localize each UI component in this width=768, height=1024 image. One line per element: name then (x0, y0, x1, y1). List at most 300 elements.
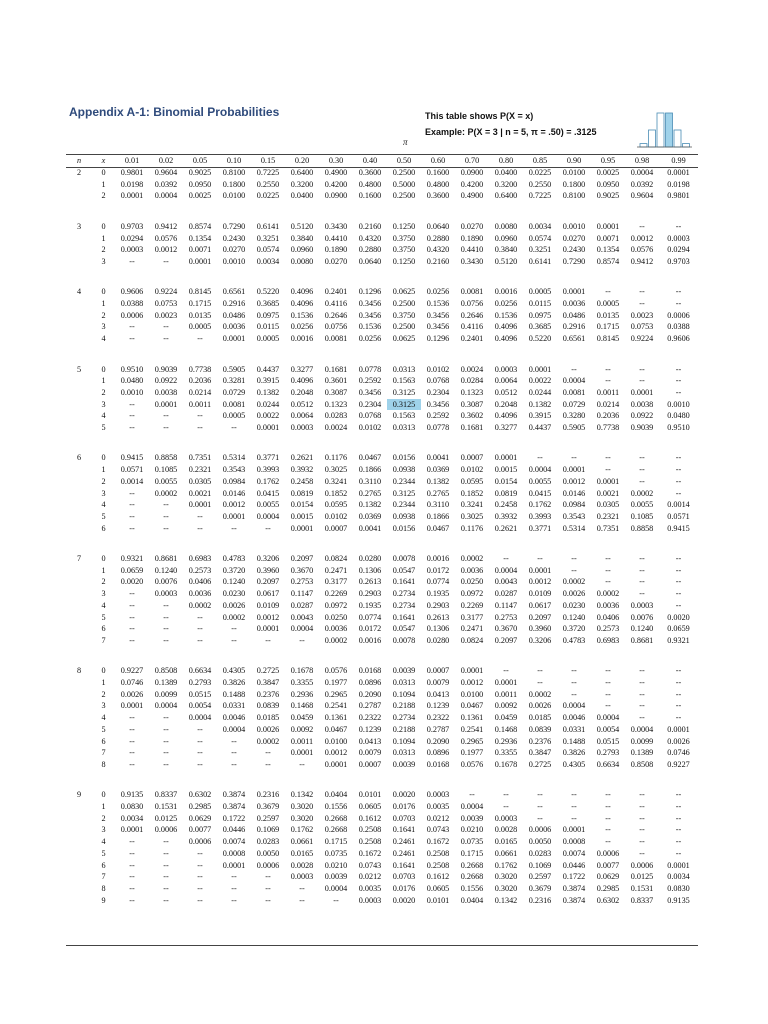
probability-cell: 0.0011 (494, 689, 518, 699)
row-x-value: 1 (101, 565, 106, 575)
probability-cell: 0.0165 (494, 837, 518, 847)
probability-cell: 0.1382 (426, 476, 450, 486)
probability-cell: 0.0016 (426, 554, 450, 564)
probability-cell: 0.1389 (630, 748, 654, 758)
probability-cell: 0.0172 (426, 565, 450, 575)
probability-cell: 0.0001 (667, 724, 690, 734)
probability-cell: 0.0100 (460, 689, 484, 699)
probability-cell: -- (163, 748, 169, 758)
probability-cell: 0.0001 (494, 453, 518, 463)
probability-cell: 0.0210 (324, 860, 348, 870)
probability-cell: 0.0041 (358, 523, 382, 533)
probability-cell: 0.0210 (460, 825, 484, 835)
row-n-value (66, 813, 92, 825)
probability-cell: 0.1240 (154, 565, 178, 575)
probability-cell: 0.0154 (494, 476, 518, 486)
probability-cell: 0.0034 (528, 221, 552, 231)
probability-cell: 0.0404 (460, 895, 484, 905)
probability-cell: 0.5120 (494, 256, 518, 266)
probability-cell: 0.7738 (596, 423, 620, 433)
probability-cell: 0.9227 (120, 666, 144, 676)
probability-cell: -- (537, 453, 543, 463)
example-distribution-thumbnail (630, 103, 702, 151)
probability-cell: 0.0400 (290, 191, 314, 201)
probability-cell: 0.0659 (120, 565, 144, 575)
probability-cell: 0.0975 (528, 310, 552, 320)
probability-cell: 0.0055 (528, 476, 552, 486)
probability-cell: 0.0038 (154, 387, 178, 397)
probability-cell: -- (265, 872, 271, 882)
probability-cell: 0.9135 (120, 790, 144, 800)
probability-cell: 0.2097 (256, 577, 280, 587)
probability-cell: -- (605, 813, 611, 823)
probability-cell: 0.1250 (392, 256, 416, 266)
probability-cell: 0.0002 (562, 577, 586, 587)
probability-cell: 0.2097 (528, 612, 552, 622)
probability-cell: 0.2936 (494, 736, 518, 746)
probability-cell: 0.0034 (120, 813, 144, 823)
probability-cell: 0.0595 (460, 476, 484, 486)
probability-cell: 0.3241 (460, 500, 484, 510)
probability-cell: 0.2597 (256, 813, 280, 823)
probability-cell: 0.3125 (387, 399, 421, 411)
table-row (66, 813, 698, 825)
probability-cell: 0.2621 (290, 453, 314, 463)
probability-cell: 0.0001 (222, 511, 246, 521)
probability-cell: 0.0081 (324, 334, 348, 344)
row-n-value (66, 635, 92, 647)
probability-cell: 0.0026 (667, 736, 690, 746)
probability-cell: 0.0064 (494, 376, 518, 386)
probability-cell: 0.0092 (494, 701, 518, 711)
probability-cell: -- (571, 689, 577, 699)
probability-cell: 0.3241 (324, 476, 348, 486)
probability-cell: 0.2500 (392, 322, 416, 332)
probability-cell: 0.0025 (188, 191, 212, 201)
row-x-value: 7 (101, 748, 106, 758)
probability-cell: 0.0244 (528, 387, 552, 397)
probability-cell: 0.0071 (188, 245, 212, 255)
probability-cell: 0.1240 (630, 624, 654, 634)
probability-cell: 0.0102 (324, 511, 348, 521)
probability-cell: -- (231, 736, 237, 746)
row-x-value: 5 (101, 724, 106, 734)
table-row (66, 871, 698, 883)
column-header-pi: 0.70 (464, 156, 480, 165)
row-x-value: 3 (101, 322, 106, 332)
probability-cell: 0.1715 (324, 837, 348, 847)
probability-cell: 0.0081 (562, 387, 586, 397)
probability-cell: 0.0008 (222, 848, 246, 858)
probability-cell: 0.8337 (630, 895, 654, 905)
probability-cell: -- (163, 523, 169, 533)
probability-cell: 0.3025 (460, 511, 484, 521)
probability-cell: 0.2541 (460, 724, 484, 734)
probability-cell: 0.2322 (426, 713, 450, 723)
probability-cell: -- (231, 748, 237, 758)
column-header-pi: 0.98 (634, 156, 650, 165)
table-row (66, 167, 698, 179)
probability-cell: 0.1536 (494, 310, 518, 320)
probability-cell: 0.1977 (324, 678, 348, 688)
probability-cell: 0.0001 (290, 748, 314, 758)
probability-cell: 0.3020 (494, 883, 518, 893)
probability-cell: 0.1715 (188, 299, 212, 308)
probability-cell: 0.0004 (630, 168, 654, 177)
probability-cell: 0.9039 (630, 423, 654, 433)
probability-cell: -- (639, 790, 645, 800)
probability-cell: 0.0135 (596, 310, 620, 320)
probability-cell: -- (571, 678, 577, 688)
probability-cell: 0.0576 (630, 245, 654, 255)
probability-cell: -- (503, 666, 509, 676)
probability-cell: -- (675, 299, 682, 308)
table-row (66, 665, 698, 677)
probability-cell: -- (537, 813, 543, 823)
probability-cell: 0.6561 (222, 287, 246, 297)
probability-cell: 0.0064 (290, 411, 314, 421)
probability-cell: 0.0896 (358, 678, 382, 688)
probability-cell: -- (129, 848, 135, 858)
probability-cell: 0.7290 (222, 221, 246, 231)
probability-cell: 0.0467 (460, 701, 484, 711)
probability-cell: 0.2508 (358, 837, 382, 847)
probability-cell: 0.0002 (154, 488, 178, 498)
probability-cell: -- (537, 666, 543, 676)
probability-cell: 0.0036 (222, 322, 246, 332)
probability-cell: 0.0076 (630, 612, 654, 622)
probability-cell: 0.2430 (562, 245, 586, 255)
probability-cell: 0.1240 (562, 612, 586, 622)
probability-cell: 0.0043 (290, 612, 314, 622)
table-row (66, 399, 698, 411)
probability-cell: -- (265, 523, 271, 533)
probability-cell: -- (639, 376, 645, 386)
probability-cell: -- (537, 554, 543, 564)
probability-cell: 0.0001 (154, 399, 178, 409)
row-n-value (66, 689, 92, 701)
probability-cell: 0.2304 (358, 399, 382, 409)
probability-cell: 0.0388 (667, 322, 690, 332)
probability-cell: 0.0406 (596, 612, 620, 622)
table-row (66, 190, 698, 202)
probability-cell: 0.2471 (460, 624, 484, 634)
probability-cell: 0.0001 (494, 678, 518, 688)
row-x-value: 6 (101, 624, 106, 634)
probability-cell: 0.6141 (256, 221, 280, 231)
probability-cell: 0.1641 (392, 612, 416, 622)
probability-cell: 0.0001 (562, 287, 586, 297)
probability-cell: 0.0280 (426, 635, 450, 645)
probability-cell: 0.0007 (460, 453, 484, 463)
probability-cell: 0.0515 (188, 689, 212, 699)
probability-cell: 0.0020 (120, 577, 144, 587)
probability-cell: -- (639, 701, 645, 711)
probability-cell: -- (675, 589, 682, 599)
probability-cell: 0.0185 (528, 713, 552, 723)
probability-cell: 0.0006 (528, 825, 552, 835)
probability-cell: 0.0036 (324, 624, 348, 634)
probability-cell: 0.0467 (358, 453, 382, 463)
probability-cell: 0.0003 (494, 364, 518, 374)
probability-cell: 0.9025 (596, 191, 620, 201)
probability-cell: 0.3750 (392, 310, 416, 320)
probability-cell: 0.9510 (667, 423, 690, 433)
probability-cell: -- (675, 813, 682, 823)
probability-cell: -- (675, 565, 682, 575)
row-n-value (66, 244, 92, 256)
probability-cell: -- (675, 701, 682, 711)
probability-cell: 0.1563 (392, 376, 416, 386)
row-n-value (66, 190, 92, 202)
probability-cell: -- (605, 802, 611, 812)
probability-cell: -- (163, 848, 169, 858)
table-row (66, 488, 698, 500)
probability-cell: 0.0001 (562, 825, 586, 835)
probability-cell: 0.0102 (426, 364, 450, 374)
probability-cell: 0.0576 (154, 233, 178, 243)
probability-cell: -- (129, 256, 135, 266)
probability-cell: 0.0016 (358, 635, 382, 645)
row-n-value (66, 836, 92, 848)
probability-cell: 0.0729 (562, 399, 586, 409)
probability-cell: -- (129, 600, 135, 610)
probability-cell: -- (129, 624, 135, 634)
probability-cell: 0.2725 (528, 759, 552, 769)
probability-cell: 0.0480 (120, 376, 144, 386)
probability-cell: 0.0081 (222, 399, 246, 409)
probability-cell: 0.0003 (667, 233, 690, 243)
probability-cell: 0.0010 (667, 399, 690, 409)
probability-cell: -- (571, 364, 577, 374)
probability-cell: -- (503, 802, 509, 812)
row-n-value (66, 321, 92, 333)
table-row (66, 410, 698, 422)
probability-cell: 0.2734 (392, 600, 416, 610)
probability-cell: 0.0001 (596, 476, 620, 486)
probability-cell: 0.3685 (528, 322, 552, 332)
probability-cell: 0.3020 (290, 802, 314, 812)
table-row (66, 635, 698, 647)
probability-cell: 0.0004 (290, 624, 314, 634)
row-x-value: 1 (101, 233, 106, 243)
probability-cell: 0.0077 (596, 860, 620, 870)
probability-cell: 0.4410 (460, 245, 484, 255)
table-row (66, 612, 698, 624)
probability-cell: 0.2160 (426, 256, 450, 266)
probability-cell: -- (129, 511, 135, 521)
probability-cell: -- (675, 488, 682, 498)
pi-symbol: π (403, 137, 408, 147)
row-x-value: 2 (101, 689, 106, 699)
probability-cell: 0.0021 (188, 488, 212, 498)
probability-cell: 0.9415 (120, 453, 144, 463)
row-x-value: 4 (101, 600, 106, 610)
probability-cell: 0.0020 (392, 895, 416, 905)
probability-cell: 0.4116 (324, 299, 348, 308)
probability-cell: 0.9604 (630, 191, 654, 201)
table-row (66, 233, 698, 245)
probability-cell: 0.0034 (256, 256, 280, 266)
probability-cell: 0.3456 (358, 310, 382, 320)
probability-cell: 0.2401 (324, 287, 348, 297)
probability-cell: 0.1600 (426, 168, 450, 177)
probability-cell: 0.0154 (290, 500, 314, 510)
row-x-value: 4 (101, 837, 106, 847)
probability-cell: 0.0080 (290, 256, 314, 266)
probability-cell: 0.2461 (392, 837, 416, 847)
probability-cell: 0.3110 (426, 500, 450, 510)
column-header-pi: 0.20 (294, 156, 310, 165)
probability-cell: 0.3720 (222, 565, 246, 575)
probability-cell: 0.0025 (596, 168, 620, 177)
probability-cell: -- (639, 837, 645, 847)
probability-cell: 0.7351 (188, 453, 212, 463)
probability-cell: 0.0004 (222, 724, 246, 734)
probability-cell: 0.0515 (596, 736, 620, 746)
table-row (66, 565, 698, 577)
probability-cell: 0.0015 (494, 465, 518, 475)
row-x-value: 5 (101, 423, 106, 433)
probability-cell: 0.3206 (256, 554, 280, 564)
probability-cell: -- (537, 790, 543, 800)
probability-cell: 0.1296 (358, 287, 382, 297)
column-header-pi: 0.60 (430, 156, 446, 165)
probability-cell: 0.0406 (188, 577, 212, 587)
probability-cell: 0.0459 (290, 713, 314, 723)
probability-cell: 0.0078 (392, 635, 416, 645)
probability-cell: -- (675, 689, 682, 699)
probability-cell: -- (605, 825, 611, 835)
probability-cell: 0.0256 (426, 287, 450, 297)
probability-cell: 0.1672 (426, 837, 450, 847)
row-x-value: 1 (101, 299, 106, 308)
probability-cell: -- (129, 759, 135, 769)
table-row (66, 588, 698, 600)
probability-cell: 0.1762 (290, 825, 314, 835)
probability-cell: 0.0102 (460, 465, 484, 475)
probability-cell: 0.8574 (596, 256, 620, 266)
probability-cell: -- (163, 736, 169, 746)
probability-cell: -- (197, 883, 203, 893)
probability-cell: 0.0922 (154, 376, 178, 386)
probability-cell: 0.0012 (630, 233, 654, 243)
probability-cell: -- (675, 287, 682, 297)
probability-cell: 0.0001 (188, 256, 212, 266)
probability-cell: 0.1536 (426, 299, 450, 308)
probability-cell: 0.0146 (222, 488, 246, 498)
row-n-value (66, 612, 92, 624)
table-row (66, 256, 698, 268)
probability-cell: 0.0640 (358, 256, 382, 266)
probability-cell: 0.8100 (562, 191, 586, 201)
column-header-x: x (101, 156, 106, 165)
probability-cell: 0.0011 (596, 387, 620, 397)
probability-cell: 0.0244 (256, 399, 280, 409)
probability-cell: 0.3826 (562, 748, 586, 758)
probability-cell: -- (265, 748, 271, 758)
probability-cell: 0.0074 (562, 848, 586, 858)
probability-cell: 0.0283 (528, 848, 552, 858)
probability-cell: 0.3277 (494, 423, 518, 433)
row-x-value: 1 (101, 678, 106, 688)
probability-cell: 0.0109 (528, 589, 552, 599)
probability-cell: 0.1342 (494, 895, 518, 905)
probability-cell: 0.3020 (494, 872, 518, 882)
probability-cell: -- (675, 387, 682, 397)
table-row (66, 576, 698, 588)
probability-cell: 0.0001 (460, 666, 484, 676)
row-n-value (66, 310, 92, 322)
probability-cell: 0.2793 (188, 678, 212, 688)
probability-cell: 0.0101 (358, 790, 382, 800)
probability-cell: 0.2541 (324, 701, 348, 711)
probability-cell: 0.0287 (290, 600, 314, 610)
probability-cell: -- (639, 476, 645, 486)
probability-cell: -- (571, 453, 577, 463)
probability-cell: -- (333, 895, 339, 905)
probability-cell: 0.0100 (222, 191, 246, 201)
row-x-value: 2 (101, 577, 106, 587)
probability-cell: -- (163, 256, 169, 266)
example-line: Example: P(X = 3 | n = 5, π = .50) = .3125 (425, 127, 597, 137)
probability-cell: 0.1722 (222, 813, 246, 823)
probability-cell: -- (265, 635, 271, 645)
probability-cell: 0.0100 (324, 736, 348, 746)
probability-cell: 0.1382 (256, 387, 280, 397)
probability-cell: 0.0467 (324, 724, 348, 734)
probability-cell: 0.2508 (358, 825, 382, 835)
table-row (66, 623, 698, 635)
probability-cell: 0.9039 (154, 364, 178, 374)
probability-cell: 0.2880 (426, 233, 450, 243)
probability-cell: 0.0004 (494, 565, 518, 575)
probability-cell: 0.0629 (188, 813, 212, 823)
probability-cell: 0.1641 (392, 825, 416, 835)
probability-cell: 0.4900 (324, 168, 348, 177)
probability-cell: -- (571, 790, 577, 800)
probability-cell: 0.1094 (392, 736, 416, 746)
probability-cell: 0.0729 (222, 387, 246, 397)
probability-cell: -- (639, 848, 645, 858)
probability-cell: 0.0574 (528, 233, 552, 243)
probability-cell: 0.4900 (460, 191, 484, 201)
probability-cell: -- (675, 577, 682, 587)
probability-cell: 0.2646 (460, 310, 484, 320)
thumbnail-bar (674, 130, 681, 147)
table-row (66, 801, 698, 813)
probability-cell: -- (639, 554, 645, 564)
probability-cell: 0.6634 (188, 666, 212, 676)
row-n-value (66, 499, 92, 511)
probability-cell: 0.0270 (460, 221, 484, 231)
probability-cell: 0.0198 (120, 179, 144, 189)
table-row (66, 511, 698, 523)
probability-cell: 0.4783 (222, 554, 246, 564)
row-n-value (66, 848, 92, 860)
table-row (66, 452, 698, 464)
probability-cell: 0.2401 (460, 334, 484, 344)
probability-cell: 0.0055 (256, 500, 280, 510)
probability-cell: 0.1306 (358, 565, 382, 575)
probability-cell: 0.2090 (426, 736, 450, 746)
row-n-value (66, 523, 92, 535)
probability-cell: 0.2753 (494, 612, 518, 622)
probability-cell: 0.0900 (324, 191, 348, 201)
probability-cell: 0.1641 (392, 577, 416, 587)
probability-cell: 0.0768 (358, 411, 382, 421)
probability-cell: 0.1069 (528, 860, 552, 870)
